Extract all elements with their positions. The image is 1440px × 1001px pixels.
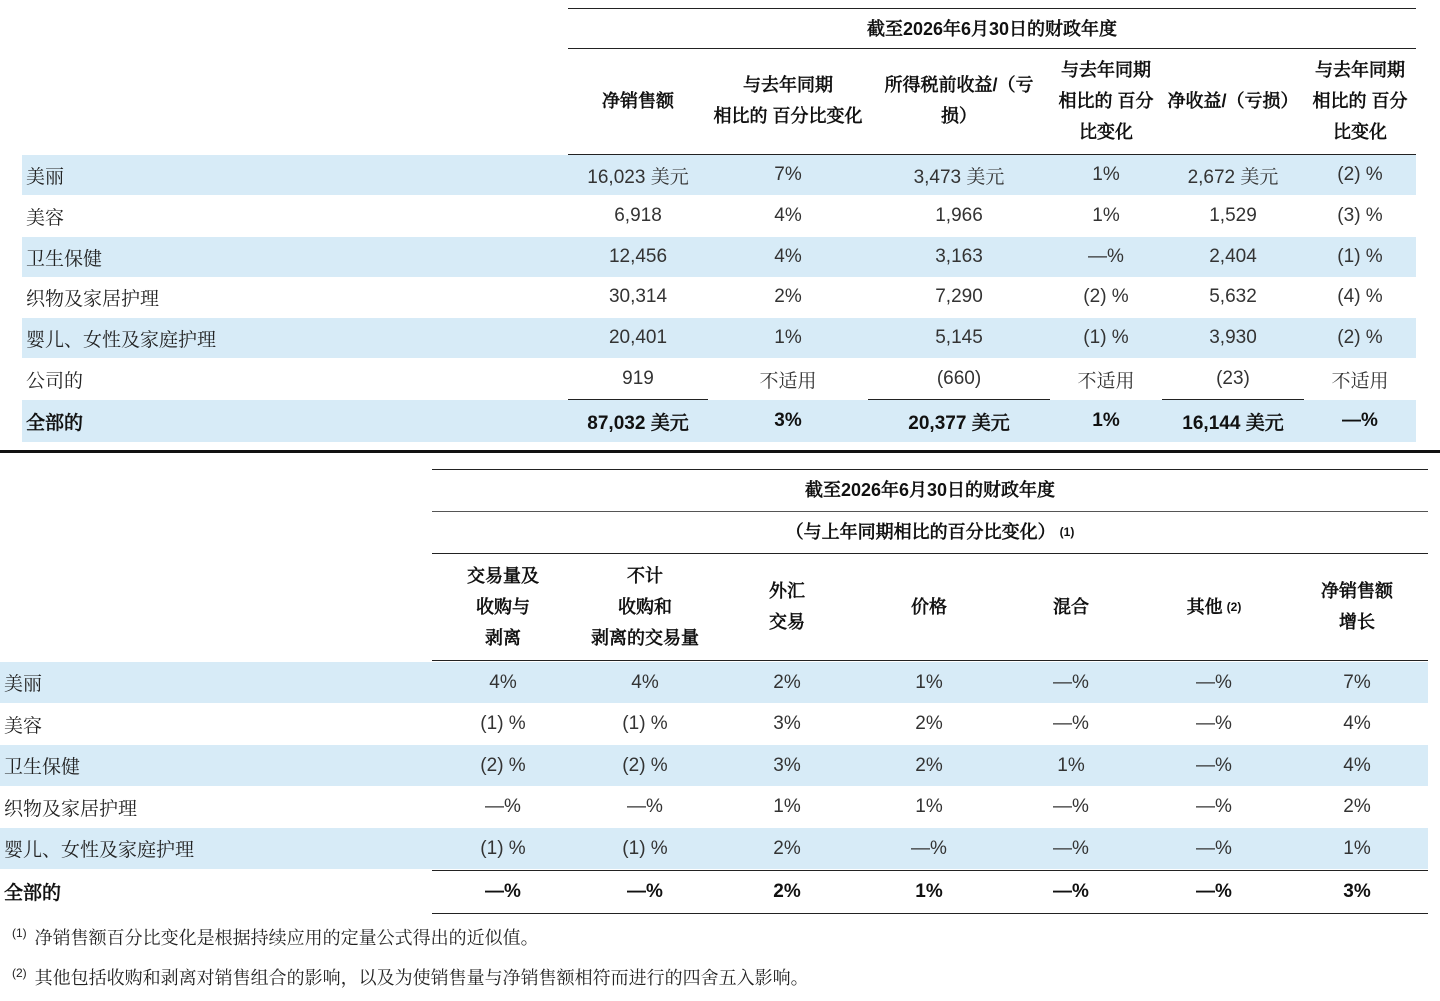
table-cell: 3,473 美元 [913,166,1005,188]
table-cell: (2) % [622,754,668,776]
table-cell-total: 3% [774,410,802,431]
row-label: 美丽 [4,674,43,695]
table-cell: 30,314 [608,286,668,307]
table2-subtitle [432,512,1428,552]
table-cell: (1) % [622,713,668,734]
table-cell: 4% [1343,713,1371,734]
footnote-ref-1: (1) [1059,524,1075,539]
table-cell: 5,632 [1209,286,1257,307]
table-cell-total: —% [485,880,521,902]
table2-subtitle-text: （与上年同期相比的百分比变化） [785,521,1056,542]
table-cell: 1% [1343,837,1371,859]
header-net-sales-change: 与去年同期 相比的 百分比变化 [713,75,863,126]
table-cell: —% [911,837,947,859]
table-cell: —% [1196,671,1232,693]
table-cell: 7% [774,164,802,185]
header-rule [432,660,1428,661]
header-net-sales: 净销售额 [602,90,674,111]
row-label: 美丽 [26,166,65,188]
table-cell: 2% [915,754,943,776]
table-cell-total: 87,032 美元 [587,412,689,434]
table-cell: (2) % [1083,286,1129,307]
table-cell: 不适用 [1077,370,1135,392]
section-divider [0,450,1440,453]
table-cell: 2% [1343,796,1371,817]
table-cell: (2) % [1337,164,1383,185]
table-cell: 3,163 [935,246,983,267]
row-label: 织物及家居护理 [4,798,138,820]
table-cell: 7,290 [935,286,983,307]
table-cell: 4% [631,671,659,693]
table-cell: 1% [1092,205,1120,226]
footnote-ref-2: (2) [1226,599,1242,614]
table-cell: 919 [622,368,654,389]
row-label: 卫生保健 [26,248,103,270]
table-cell: 7% [1343,671,1371,693]
row-label: 婴儿、女性及家庭护理 [4,840,195,861]
table-cell: (1) % [1083,327,1129,348]
table-cell: 1% [915,796,943,817]
table-cell: —% [1196,754,1232,776]
total-bottom-rule [432,913,1428,914]
row-label: 美容 [26,207,65,229]
table1-title: 截至2026年6月30日的财政年度 [866,18,1118,39]
header-price: 价格 [911,596,947,617]
table-cell-total: 3% [1343,880,1371,902]
table-cell: 1% [774,327,802,348]
table-cell: —% [1196,796,1232,817]
header-net-earnings-change: 与去年同期 相比的 百分 比变化 [1312,59,1408,142]
total-row-label: 全部的 [4,883,62,904]
table-cell: 1% [1092,164,1120,185]
table-cell: 2% [774,286,802,307]
table-cell: —% [1053,837,1089,859]
table-cell: 4% [489,671,517,693]
table-cell: 20,401 [608,327,668,348]
table-cell: (1) % [480,837,526,859]
table-cell: (1) % [622,837,668,859]
table-cell: 1,966 [935,205,983,226]
subtitle-rule [432,553,1428,554]
header-net-sales-growth: 净销售额 增长 [1321,581,1393,632]
table-cell: (4) % [1337,286,1383,307]
table-cell: 2% [773,837,801,859]
table-cell-total: 1% [1092,410,1120,431]
table-cell: 1% [773,796,801,817]
table-cell: (2) % [1337,327,1383,348]
table-cell: (1) % [1337,246,1383,267]
row-label: 公司的 [26,370,84,392]
table-cell: (23) [1216,368,1250,389]
table-cell: 4% [1343,754,1371,776]
table-cell-total: —% [1342,410,1378,431]
header-pretax-change: 与去年同期 相比的 百分 比变化 [1058,59,1154,142]
header-volume-excl-acq: 不计 收购和 剥离的交易量 [591,565,699,648]
table-cell: 6,918 [614,205,662,226]
table-cell: —% [1088,246,1124,267]
table-cell: (1) % [480,713,526,734]
header-fx: 外汇 交易 [769,581,805,632]
table-cell: —% [1053,796,1089,817]
table-cell: (2) % [480,754,526,776]
table-cell-total: —% [1053,880,1089,902]
table-cell: 1% [1057,754,1085,776]
table-cell: —% [485,796,521,817]
footnote-mark: (2) [12,966,27,980]
footnote-1 [12,924,539,950]
table-cell: 2% [915,713,943,734]
table-cell: (660) [936,368,982,389]
table-cell: 16,023 美元 [587,166,689,188]
total-row-label: 全部的 [26,412,84,434]
table-cell: 3% [773,754,801,776]
table-cell: 3% [773,713,801,734]
footnote-text: 其他包括收购和剥离对销售组合的影响，以及为使销售量与净销售额相符而进行的四舍五入影响。 [34,968,809,988]
table-cell-total: —% [627,880,663,902]
table-cell: 4% [774,246,802,267]
header-mix: 混合 [1053,596,1089,617]
table-cell-total: 20,377 美元 [908,412,1010,434]
header-net-earnings: 净收益/（亏损） [1167,90,1299,111]
table-cell: 2,404 [1209,246,1257,267]
table-cell: 2,672 美元 [1187,166,1279,188]
table-cell: (3) % [1337,205,1383,226]
footnote-mark: (1) [12,926,27,940]
table-cell: —% [1196,713,1232,734]
table-cell: 不适用 [759,370,817,392]
table-cell: 1,529 [1209,205,1257,226]
table-cell: 4% [774,205,802,226]
table2-title: 截至2026年6月30日的财政年度 [804,479,1056,500]
header-pretax-earnings: 所得税前收益/（亏 损） [884,75,1034,126]
top-rule [568,8,1416,9]
table-cell: —% [1053,671,1089,693]
row-label: 卫生保健 [4,757,81,778]
row-label: 织物及家居护理 [26,288,160,310]
table-cell: 1% [915,671,943,693]
header-volume-with-acq: 交易量及 收购与 剥离 [467,565,539,648]
table-cell: 12,456 [608,246,668,267]
footnote-text: 净销售额百分比变化是根据持续应用的定量公式得出的近似值。 [34,928,539,948]
table-cell: —% [1196,837,1232,859]
table-cell: 2% [773,671,801,693]
table-cell: 不适用 [1331,370,1389,392]
table-cell-total: 1% [915,880,943,902]
table-cell: 5,145 [935,327,983,348]
table-cell: —% [1053,713,1089,734]
table-cell: 3,930 [1209,327,1257,348]
header-other [1142,556,1286,658]
table-cell-total: —% [1196,880,1232,902]
title-rule [568,48,1416,49]
header-other-text: 其他 [1186,596,1223,617]
table-cell: —% [627,796,663,817]
row-label: 婴儿、女性及家庭护理 [26,329,217,351]
table-cell-total: 2% [773,880,801,902]
row-label: 美容 [4,715,43,737]
footnote-2 [12,964,809,990]
table-cell-total: 16,144 美元 [1182,412,1284,434]
